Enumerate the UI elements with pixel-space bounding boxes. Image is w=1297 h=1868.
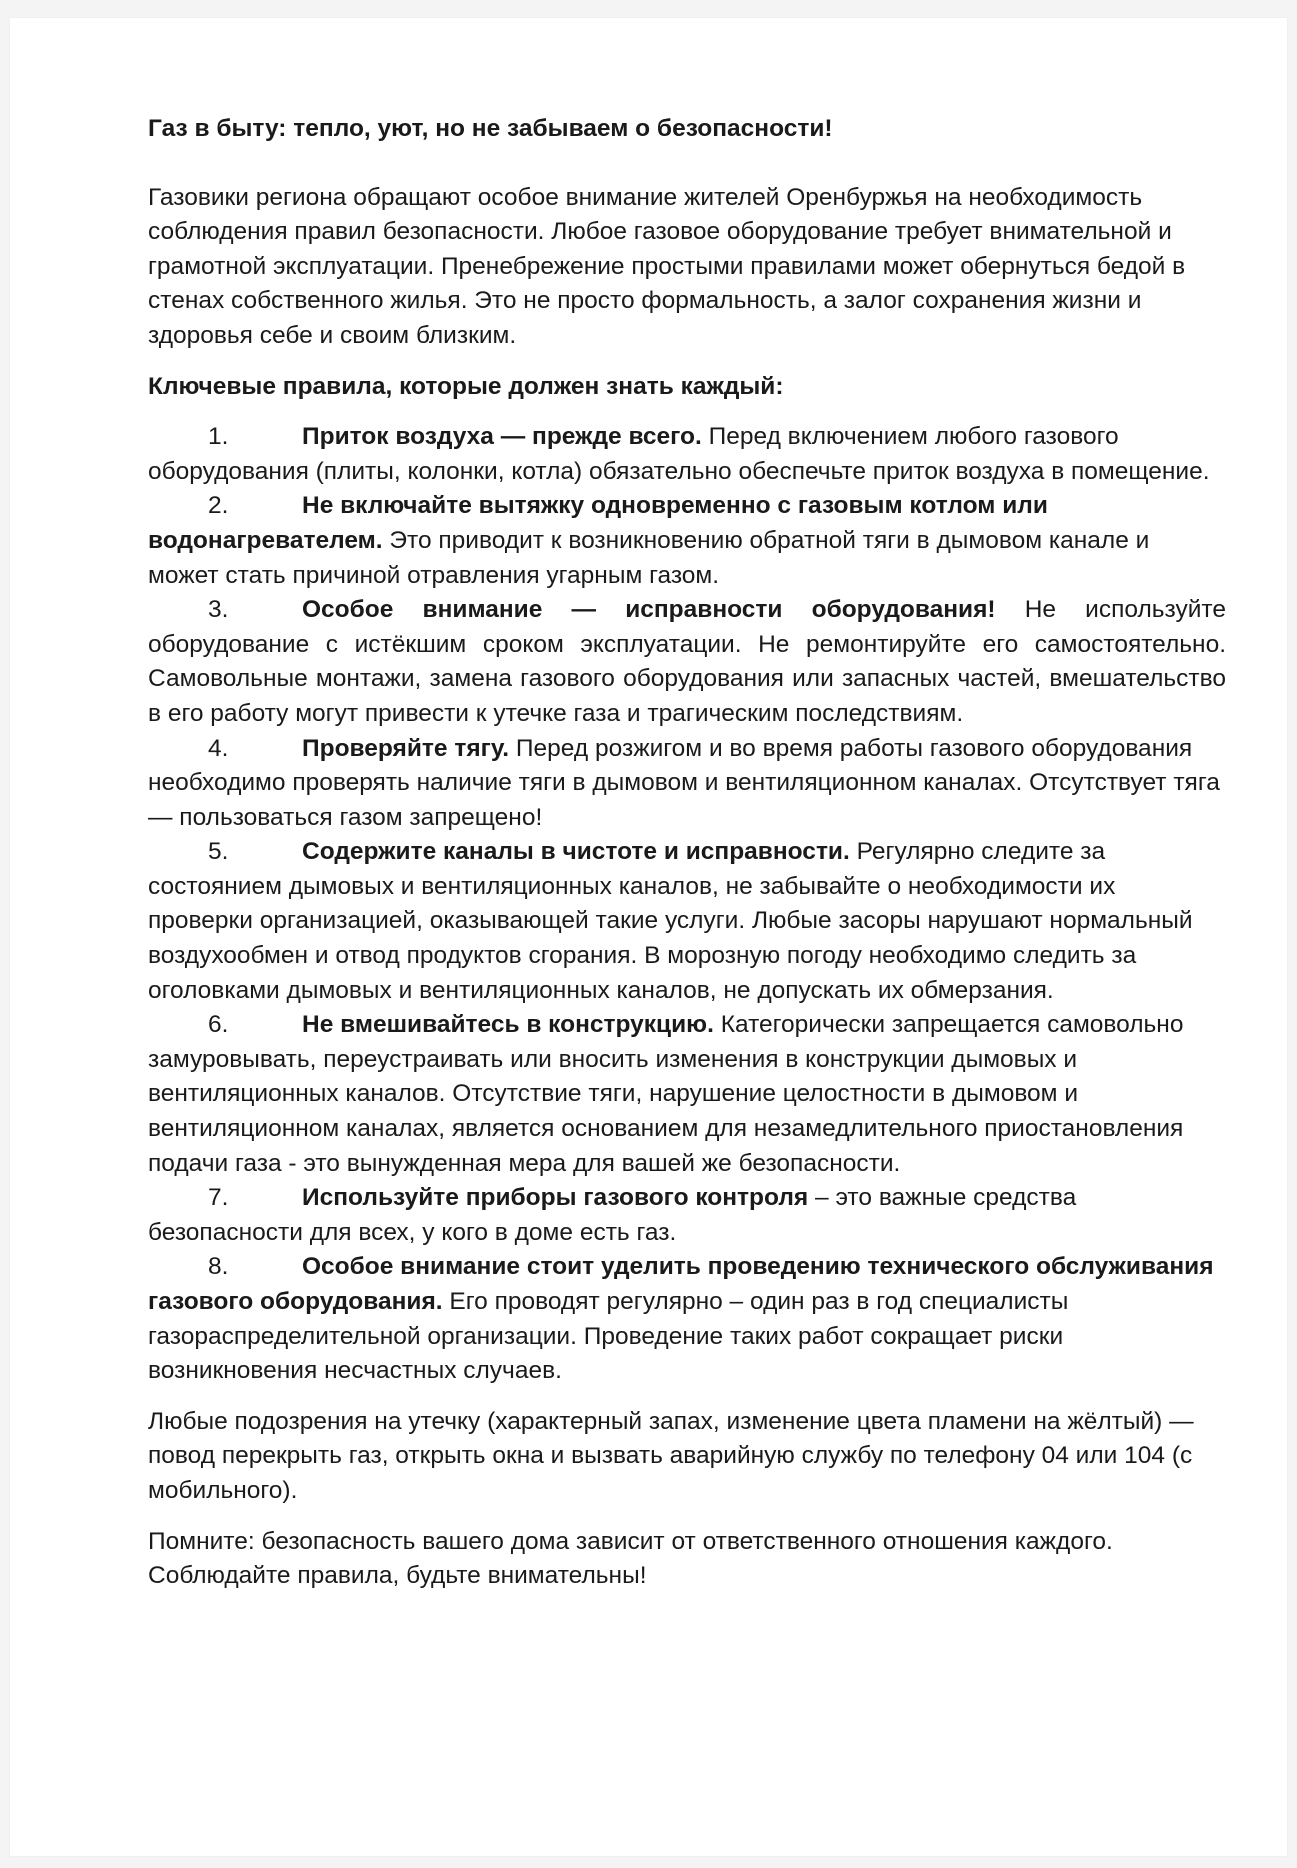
rule-item-8 xyxy=(148,1250,1226,1388)
leak-notice-paragraph: Любые подозрения на утечку (характерный запах, изменение цвета пламени на жёлтый) — повод перекрыть газ, открыть окна и вызвать аварийную службу по телефону 04 или 104 (с мобильного). xyxy=(148,1407,1194,1504)
rule-item-3 xyxy=(148,593,1226,731)
intro-paragraph: Газовики региона обращают особое внимание жителей Оренбуржья на необходимость соблюдения правил безопасности. Любое газовое оборудование требует внимательной и грамотной эксплуатации. Пренебрежение простыми правилами может обернуться бедой в стенах собственного жилья. Это не просто формальность, а залог сохранения жизни и здоровья себе и своим близким. xyxy=(148,183,1186,349)
rule-number: 7. xyxy=(208,1184,229,1212)
document-body xyxy=(148,112,1226,1594)
rule-number: 2. xyxy=(208,492,229,520)
rule-title: Проверяйте тягу. xyxy=(302,734,510,762)
closing-paragraph: Помните: безопасность вашего дома зависит от ответственного отношения каждого. Соблюдайте правила, будьте внимательны! xyxy=(148,1527,1113,1590)
rule-title: Не вмешивайтесь в конструкцию. xyxy=(302,1011,714,1039)
rule-number: 4. xyxy=(208,734,229,762)
rule-item-4 xyxy=(148,732,1226,836)
rules-list xyxy=(148,420,1226,1389)
rule-title: Используйте приборы газового контроля xyxy=(302,1184,809,1212)
rule-number: 5. xyxy=(208,838,229,866)
rule-text: Это приводит к возникновению обратной тяги в дымовом канале и может стать причиной отравления угарным газом. xyxy=(148,526,1150,589)
rule-text: Перед розжигом и во время работы газового оборудования необходимо проверять наличие тяги в дымовом и вентиляционном каналах. Отсутствует тяга — пользоваться газом запрещено! xyxy=(148,734,1220,831)
document-page xyxy=(10,18,1287,1856)
rule-title: Не включайте вытяжку одновременно с газовым котлом или водонагревателем. xyxy=(148,492,1048,554)
rule-number: 1. xyxy=(208,423,229,451)
rule-title: Особое внимание стоит уделить проведению технического обслуживания газового оборудования. xyxy=(148,1253,1214,1315)
rule-text: Перед включением любого газового оборудования (плиты, колонки, котла) обязательно обеспечьте приток воздуха в помещение. xyxy=(148,423,1210,485)
rule-title: Содержите каналы в чистоте и исправности. xyxy=(302,838,850,866)
rule-item-1 xyxy=(148,420,1226,489)
rule-title: Особое внимание — исправности оборудования! xyxy=(302,596,996,624)
rule-item-2 xyxy=(148,489,1226,593)
rule-text: Регулярно следите за состоянием дымовых и вентиляционных каналов, не забывайте о необходимости их проверки организацией, оказывающей такие услуги. Любые засоры нарушают нормальный воздухообмен и отвод продуктов сгорания. В морозную погоду необходимо следить за оголовками дымовых и вентиляционных каналов, не допускать их обмерзания. xyxy=(148,838,1193,1004)
rule-text: Не используйте оборудование с истёкшим сроком эксплуатации. Не ремонтируйте его самостоятельно. Самовольные монтажи, замена газового оборудования или запасных частей, вмешательство в его работу могут привести к утечке газа и трагическим последствиям. xyxy=(148,596,1226,727)
rule-text: Его проводят регулярно – один раз в год специалисты газораспределительной организации. Проведение таких работ сокращает риски возникновения несчастных случаев. xyxy=(148,1288,1069,1385)
rule-item-7 xyxy=(148,1181,1226,1250)
rule-title: Приток воздуха — прежде всего. xyxy=(302,423,702,451)
rule-item-5 xyxy=(148,835,1226,1008)
document-title: Газ в быту: тепло, уют, но не забываем о безопасности! xyxy=(148,115,833,142)
rule-text: – это важные средства безопасности для всех, у кого в доме есть газ. xyxy=(148,1184,1077,1246)
rules-heading: Ключевые правила, которые должен знать каждый: xyxy=(148,372,784,400)
rule-number: 3. xyxy=(208,596,229,624)
rule-text: Категорически запрещается самовольно замуровывать, переустраивать или вносить изменения в конструкции дымовых и вентиляционных каналов. Отсутствие тяги, нарушение целостности в дымовом и вентиляционном каналах, является основанием для незамедлительного приостановления подачи газа - это вынужденная мера для вашей же безопасности. xyxy=(148,1011,1184,1177)
rule-item-6 xyxy=(148,1008,1226,1181)
rule-number: 8. xyxy=(208,1253,229,1281)
rule-number: 6. xyxy=(208,1011,229,1039)
